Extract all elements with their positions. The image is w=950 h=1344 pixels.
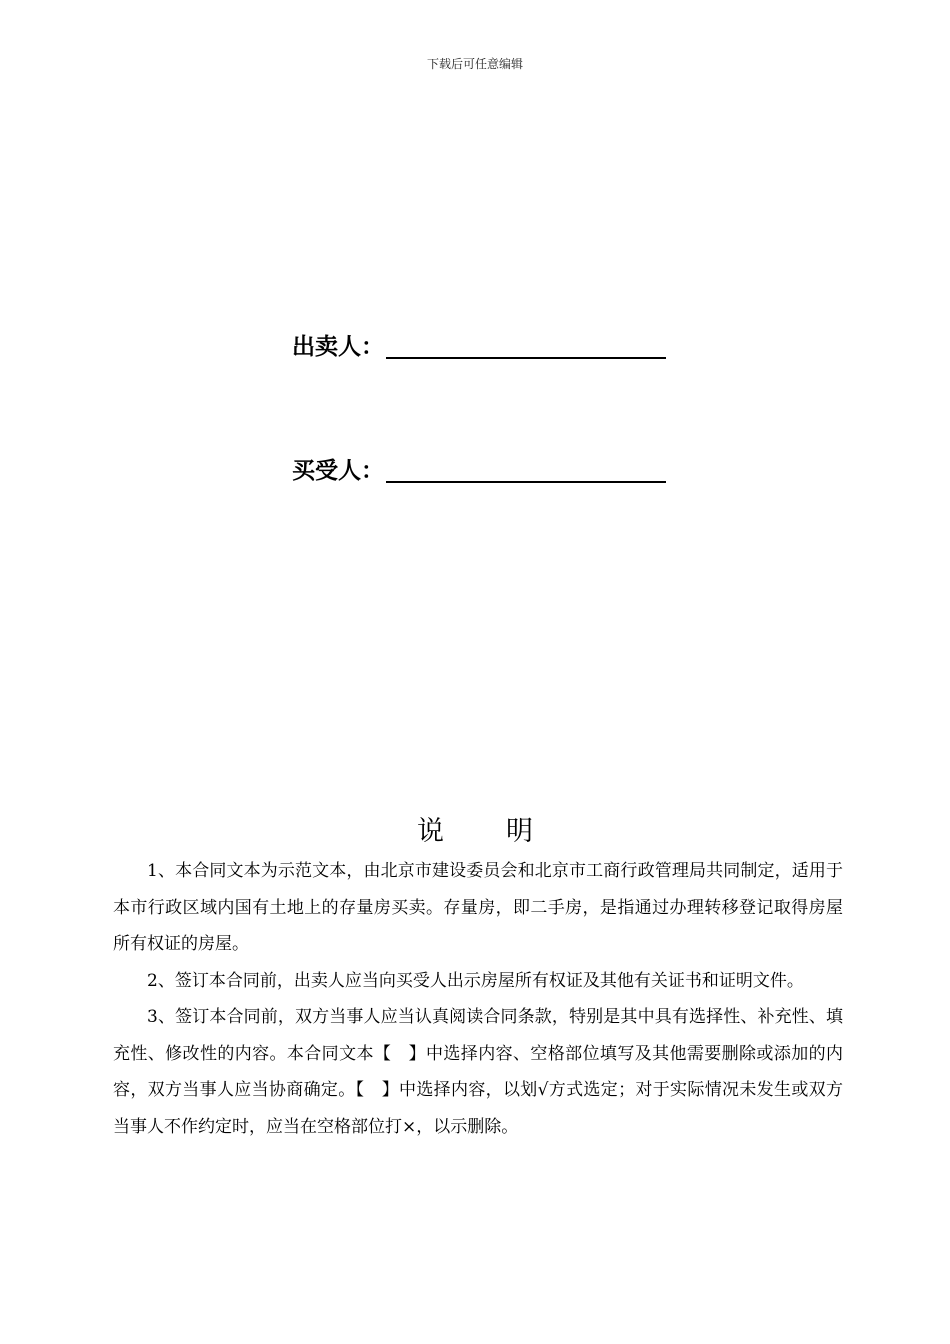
- seller-label: 出卖人：: [292, 334, 384, 360]
- buyer-label: 买受人：: [292, 458, 384, 484]
- seller-signature-line: [292, 333, 666, 361]
- notes-body: [113, 853, 843, 1145]
- header-note: 下载后可任意编辑: [426, 57, 523, 71]
- buyer-blank-field[interactable]: [386, 457, 666, 483]
- buyer-signature-line: [292, 457, 666, 485]
- notes-title: [0, 814, 950, 850]
- notes-paragraph-2: 2、签订本合同前，出卖人应当向买受人出示房屋所有权证及其他有关证书和证明文件。: [147, 970, 804, 991]
- notes-paragraph-1: 1、本合同文本为示范文本，由北京市建设委员会和北京市工商行政管理局共同制定，适用于本市行政区域内国有土地上的存量房买卖。存量房，即二手房，是指通过办理转移登记取得房屋所有权证的房屋。: [113, 861, 843, 954]
- notes-title-left: 说: [417, 816, 444, 847]
- seller-blank-field[interactable]: [386, 333, 666, 359]
- notes-title-right: 明: [506, 816, 533, 847]
- notes-paragraph-3: 3、签订本合同前，双方当事人应当认真阅读合同条款，特别是其中具有选择性、补充性、填充性、修改性的内容。本合同文本【 】中选择内容、空格部位填写及其他需要删除或添加的内容，双方当事人应当协商确定。【 】中选择内容，以划√方式选定；对于实际情况未发生或双方当事人不作约定时，应当在空格部位打×，以示删除。: [113, 1007, 843, 1137]
